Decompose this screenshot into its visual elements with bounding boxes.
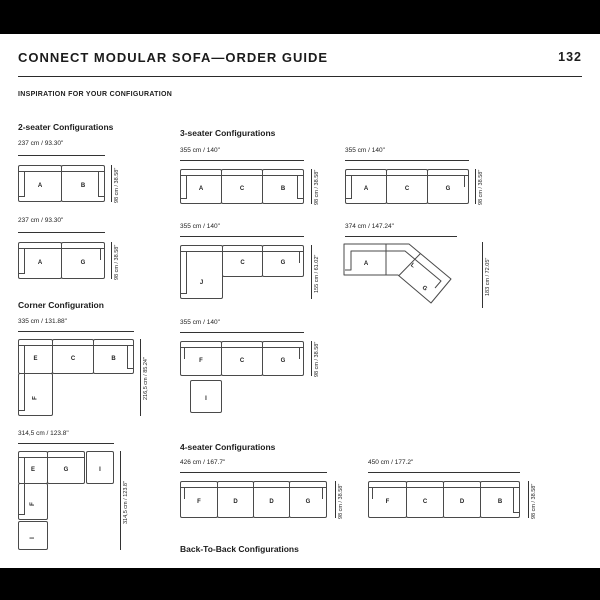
page-title: CONNECT MODULAR SOFA—ORDER GUIDE (18, 50, 329, 65)
dimension-line (18, 155, 105, 156)
module-label: G (280, 260, 286, 267)
module-label: F (199, 358, 203, 365)
module-label: D (269, 499, 274, 506)
width-dimension-label: 335 cm / 131.88" (18, 318, 67, 325)
module-box (345, 169, 387, 204)
height-dimension-label: 183 cm / 72.05" (485, 257, 491, 296)
dimension-line (368, 472, 520, 473)
height-dimension-label: 216,5 cm / 85.24" (143, 357, 149, 400)
width-dimension-label: 355 cm / 140" (180, 147, 220, 154)
dimension-line (482, 242, 483, 308)
module-label: B (80, 183, 86, 190)
module-box (221, 169, 263, 204)
height-dimension-label: 314,5 cm / 123.8" (123, 481, 129, 524)
module-label: C (422, 499, 428, 506)
dimension-line (140, 339, 141, 416)
module-label: F (197, 499, 201, 506)
dimension-line (18, 443, 114, 444)
dimension-line (180, 160, 304, 161)
module-label: J (199, 280, 204, 287)
module-label: I (99, 466, 101, 473)
module-box (47, 451, 85, 484)
heading-three-seater: 3-seater Configurations (180, 128, 276, 138)
dimension-line (180, 332, 304, 333)
angled-configuration-diagram (343, 240, 479, 310)
module-label: C (239, 358, 245, 365)
dimension-line (111, 242, 112, 279)
module-box (443, 481, 481, 518)
module-box (262, 341, 304, 376)
module-box (86, 451, 114, 484)
dimension-line (111, 165, 112, 202)
module-box (18, 242, 62, 279)
module-box (262, 169, 304, 204)
dimension-line (311, 245, 312, 299)
module-box (253, 481, 290, 518)
module-box (180, 481, 218, 518)
dimension-line (18, 232, 105, 233)
width-dimension-label: 314,5 cm / 123.8" (18, 430, 69, 437)
dimension-line (180, 472, 327, 473)
module-label: F (30, 502, 36, 507)
height-dimension-label: 98 cm / 38.58" (114, 244, 120, 280)
module-box (61, 242, 105, 279)
heading-four-seater: 4-seater Configurations (180, 442, 276, 452)
module-box (217, 481, 254, 518)
width-dimension-label: 426 cm / 167.7" (180, 459, 226, 466)
module-label: A (363, 186, 369, 193)
dimension-line (311, 341, 312, 376)
bottom-black-bar (0, 568, 600, 600)
module-box (18, 451, 48, 484)
module-label: F (32, 395, 39, 400)
module-box (18, 521, 48, 550)
module-box (262, 245, 304, 277)
dimension-line (120, 451, 121, 550)
module-label: A (198, 186, 204, 193)
module-label: I (205, 395, 207, 402)
module-label: E (33, 356, 38, 363)
heading-back-to-back: Back-To-Back Configurations (180, 544, 299, 554)
module-label: G (63, 466, 69, 473)
module-label: A (37, 183, 43, 190)
module-box (18, 165, 62, 202)
dimension-line (18, 331, 134, 332)
width-dimension-label: 355 cm / 140" (180, 223, 220, 230)
top-black-bar (0, 0, 600, 34)
module-label: D (233, 499, 238, 506)
heading-corner: Corner Configuration (18, 300, 104, 310)
module-label: C (404, 186, 410, 193)
module-label: B (497, 499, 503, 506)
module-box (368, 481, 407, 518)
heading-two-seater: 2-seater Configurations (18, 122, 114, 132)
width-dimension-label: 237 cm / 93.30" (18, 140, 64, 147)
height-dimension-label: 98 cm / 38.58" (531, 483, 537, 519)
module-box (386, 169, 428, 204)
dimension-line (335, 481, 336, 518)
dimension-line (345, 160, 469, 161)
dimension-line (311, 169, 312, 204)
height-dimension-label: 98 cm / 38.58" (114, 167, 120, 203)
module-label: G (80, 260, 86, 267)
module-label: C (240, 260, 245, 267)
height-dimension-label: 155 cm / 61.02" (314, 254, 320, 293)
module-label: G (420, 284, 429, 293)
module-label: G (280, 358, 286, 365)
module-box (406, 481, 444, 518)
module-label: G (445, 186, 451, 193)
module-label: L (409, 262, 416, 270)
module-label: B (280, 186, 286, 193)
module-box (18, 373, 53, 416)
module-box (93, 339, 134, 374)
width-dimension-label: 355 cm / 140" (180, 319, 220, 326)
module-box (18, 339, 53, 374)
module-label: F (385, 499, 390, 506)
module-label: D (459, 499, 465, 506)
module-label: A (37, 260, 43, 267)
module-box (180, 169, 222, 204)
width-dimension-label: 237 cm / 93.30" (18, 217, 64, 224)
module-box (289, 481, 327, 518)
module-label: E (30, 466, 35, 473)
module-box (180, 245, 223, 299)
module-label: C (239, 186, 245, 193)
module-label: C (70, 356, 76, 363)
module-box (427, 169, 469, 204)
header-divider-rule (18, 76, 582, 77)
width-dimension-label: 355 cm / 140" (345, 147, 385, 154)
dimension-line (528, 481, 529, 518)
module-box (480, 481, 520, 518)
module-box (52, 339, 94, 374)
height-dimension-label: 98 cm / 38.58" (478, 169, 484, 205)
module-box (180, 341, 222, 376)
module-box (222, 245, 263, 277)
module-box (221, 341, 263, 376)
module-label: A (363, 261, 369, 267)
module-box (190, 380, 222, 413)
width-dimension-label: 450 cm / 177.2" (368, 459, 414, 466)
module-label: B (111, 356, 116, 363)
height-dimension-label: 98 cm / 38.58" (314, 341, 320, 377)
dimension-line (475, 169, 476, 204)
module-box (61, 165, 105, 202)
section-subtitle: INSPIRATION FOR YOUR CONFIGURATION (18, 91, 173, 98)
height-dimension-label: 98 cm / 38.58" (338, 483, 344, 519)
module-label: G (305, 499, 311, 506)
dimension-line (345, 236, 457, 237)
dimension-line (180, 236, 304, 237)
module-label: I (30, 536, 36, 539)
height-dimension-label: 98 cm / 38.58" (314, 169, 320, 205)
page-number: 132 (558, 50, 582, 64)
width-dimension-label: 374 cm / 147.24" (345, 223, 394, 230)
module-box (18, 483, 48, 520)
